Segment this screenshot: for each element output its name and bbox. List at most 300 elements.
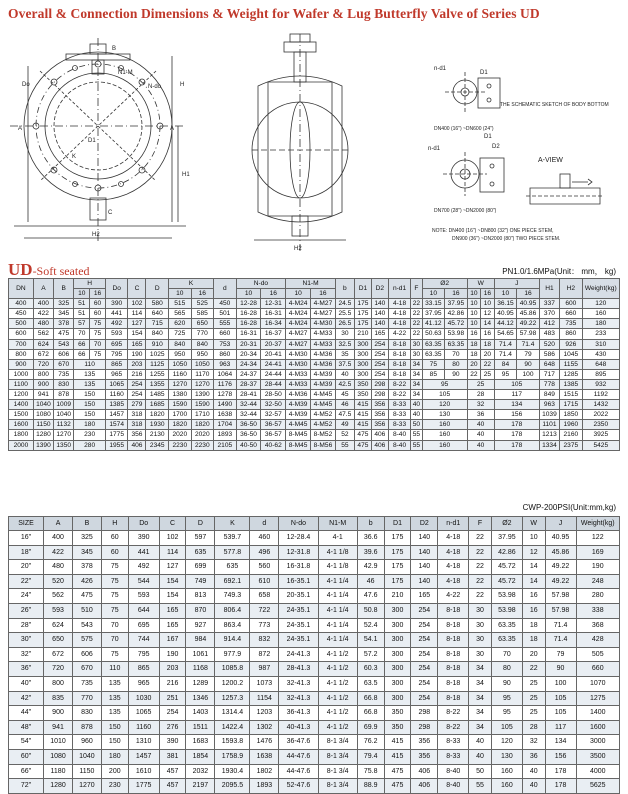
table-cell: 22 — [469, 574, 492, 589]
table-cell: 24-41.3 — [279, 647, 318, 662]
table-cell: 1270 — [191, 379, 214, 389]
table-cell: 40 — [469, 749, 492, 764]
side-label-h2: H2 — [294, 246, 302, 252]
table-cell: 49.22 — [517, 319, 540, 329]
th-d: D — [146, 279, 169, 299]
table-cell: 1820 — [169, 420, 192, 430]
table-cell: 914.4 — [215, 633, 250, 648]
table-row — [9, 359, 620, 369]
table-cell: 22 — [469, 531, 492, 546]
table-cell: 20-37 — [261, 339, 286, 349]
table-cell: 650 — [44, 633, 73, 648]
table-cell: 54.1 — [357, 633, 384, 648]
table-cell: 45.72 — [491, 560, 522, 575]
table-row — [9, 735, 620, 750]
th-cwp-11: b — [357, 517, 384, 531]
table-cell: 1457 — [105, 410, 128, 420]
table-cell: 40-41.3 — [279, 720, 318, 735]
table-cell: 114 — [159, 545, 186, 560]
table-cell: 1700 — [169, 410, 192, 420]
table-cell: 127 — [128, 319, 146, 329]
table-cell: 10 — [467, 299, 481, 309]
table-cell: 40 — [522, 764, 545, 779]
table-cell: 47.6 — [357, 589, 384, 604]
table-cell: 2130 — [146, 430, 169, 440]
page-title: Overall & Connection Dimensions & Weight for Wafer & Lug Butterfly Valve of Series UD — [8, 6, 540, 21]
table-row — [9, 545, 620, 560]
table-cell: 254 — [411, 647, 438, 662]
table-cell: 1050 — [191, 359, 214, 369]
table-cell: 735 — [560, 319, 583, 329]
table-cell: 1893 — [250, 779, 279, 794]
table-cell: 4-M33 — [286, 369, 311, 379]
table-cell: 600 — [560, 299, 583, 309]
th-phi2: Ø2 — [422, 279, 467, 289]
table-row — [9, 410, 620, 420]
table-cell: 400 — [9, 299, 34, 309]
table-cell: 1180 — [44, 764, 73, 779]
table-cell: 356 — [411, 735, 438, 750]
table-row — [9, 369, 620, 379]
table-cell: 254 — [159, 706, 186, 721]
table-cell: 47.5 — [335, 410, 354, 420]
table-cell: 210 — [384, 589, 411, 604]
table-cell: 1350 — [54, 440, 74, 450]
table-cell: 70 — [74, 329, 90, 339]
th-h-16: 16 — [90, 289, 106, 299]
table-cell: 338 — [576, 603, 619, 618]
table-cell: 30 — [335, 329, 354, 339]
table-cell: 1638 — [214, 410, 237, 420]
table-cell: 658 — [250, 589, 279, 604]
table-cell: 620 — [169, 319, 192, 329]
table-cell: 390 — [128, 531, 159, 546]
label-h2: H2 — [92, 232, 100, 238]
table-cell: 1285 — [560, 369, 583, 379]
table-cell: 57.98 — [545, 589, 576, 604]
table-cell: 120 — [422, 400, 467, 410]
label-n1m: N1-M — [118, 70, 133, 76]
table-cell: 2022 — [582, 410, 619, 420]
table-cell: 203 — [159, 662, 186, 677]
table-cell: 154 — [159, 589, 186, 604]
table-cell: 483 — [539, 329, 559, 339]
table-cell: 36-57 — [261, 420, 286, 430]
table-cell: 720 — [33, 359, 53, 369]
table-cell: 1854 — [186, 749, 215, 764]
table-row — [9, 440, 620, 450]
table-cell: 110 — [74, 359, 106, 369]
table-cell: 378 — [72, 560, 101, 575]
table-cell: 422 — [33, 309, 53, 319]
table-cell: 1176 — [214, 379, 237, 389]
table-cell: 117 — [545, 720, 576, 735]
table-cell: 8-18 — [438, 603, 469, 618]
section1-title — [8, 260, 90, 280]
schematic-label: THE SCHEMATIC SKETCH OF BODY BOTTOM — [500, 102, 609, 108]
table-cell: 325 — [72, 531, 101, 546]
th-dn: DN — [9, 279, 34, 299]
table-cell: 71.4 — [494, 339, 517, 349]
table-cell: 717 — [539, 369, 559, 379]
table-cell: 22 — [412, 300, 421, 308]
table-cell: 390 — [159, 735, 186, 750]
table-row — [9, 420, 620, 430]
table-cell: 18 — [522, 618, 545, 633]
note-line-1: NOTE: DN400 (16") ~DN800 (32") ONE PIECE STEM, — [432, 228, 554, 234]
table-cell: 543 — [54, 339, 74, 349]
table-cell: 75 — [90, 349, 106, 359]
table-cell: 24-35.1 — [279, 603, 318, 618]
table-cell: 8-22 — [438, 706, 469, 721]
table-cell: 795 — [105, 349, 128, 359]
table-cell: 415 — [354, 410, 371, 420]
table-cell: 12-28.4 — [279, 531, 318, 546]
table-cell: 25.5 — [335, 309, 354, 319]
table-cell: 90 — [491, 676, 522, 691]
th-k-16: 16 — [191, 289, 214, 299]
table-cell: 300 — [384, 603, 411, 618]
table-cell: 1390 — [191, 390, 214, 400]
table-cell: 501 — [214, 309, 237, 319]
table-cell: 648 — [582, 359, 619, 369]
table-cell: 457 — [159, 779, 186, 794]
table-cell: 24.5 — [335, 299, 354, 309]
table-cell: 37.95 — [491, 531, 522, 546]
table-cell: 1045 — [560, 349, 583, 359]
table-cell: 28" — [9, 618, 44, 633]
table-cell: 8-M56 — [311, 440, 336, 450]
table-cell: 165 — [159, 618, 186, 633]
table-row — [9, 749, 620, 764]
table-cell: 1930 — [146, 420, 169, 430]
table-cell: 4-M52 — [311, 420, 336, 430]
table-cell: 835 — [44, 691, 73, 706]
table-cell: 1289 — [186, 676, 215, 691]
table-cell: 1758.9 — [215, 749, 250, 764]
table-cell: 1775 — [105, 430, 128, 440]
table-cell: 593 — [128, 589, 159, 604]
table-cell: 1685 — [146, 400, 169, 410]
table-cell: 695 — [105, 339, 128, 349]
table-cell: 20-35.1 — [279, 589, 318, 604]
table-cell: 2095.5 — [215, 779, 250, 794]
table-cell: 8-1 3/4 — [318, 749, 357, 764]
table-cell: 248 — [576, 574, 619, 589]
table-cell: 41.12 — [422, 319, 445, 329]
table-cell: 63.35 — [445, 339, 468, 349]
table-row — [9, 779, 620, 794]
table-cell: 16-31 — [261, 309, 286, 319]
th-weight: Weight(kg) — [582, 279, 619, 299]
label-k: K — [72, 154, 77, 160]
table-cell: 412 — [539, 319, 559, 329]
table-cell: 735 — [72, 676, 101, 691]
table-cell: 4-1 1/2 — [318, 676, 357, 691]
table-cell: 36-50 — [236, 420, 261, 430]
table-cell: 525 — [191, 299, 214, 309]
table-cell: 1025 — [146, 349, 169, 359]
table-cell: 4-M39 — [311, 369, 336, 379]
table-cell: 28 — [522, 720, 545, 735]
table-row — [9, 633, 620, 648]
table-cell: 53.98 — [445, 329, 468, 339]
table-cell: 480 — [33, 319, 53, 329]
table-cell: 813 — [186, 589, 215, 604]
table-cell: 4-M24 — [286, 299, 311, 309]
table-cell: 175 — [354, 319, 371, 329]
table-cell: 1278 — [214, 390, 237, 400]
table-cell: 60 — [101, 531, 128, 546]
table-cell: 496 — [250, 545, 279, 560]
table-cell: 254 — [371, 339, 388, 349]
table-cell: 475 — [384, 764, 411, 779]
table-cell: 872 — [250, 647, 279, 662]
table-cell: 356 — [371, 400, 388, 410]
table-cell: 300 — [384, 618, 411, 633]
table-cell: 203 — [128, 359, 146, 369]
table-cell: 14 — [522, 560, 545, 575]
table-cell: 650 — [191, 319, 214, 329]
table-cell: 46 — [357, 574, 384, 589]
table-cell: 565 — [169, 309, 192, 319]
table-cell: 1000 — [9, 369, 34, 379]
table-cell: 254 — [411, 691, 438, 706]
cwp-table-header — [9, 517, 620, 531]
th-k-10: 10 — [169, 289, 192, 299]
th-cwp-13: D2 — [411, 517, 438, 531]
table-cell: 1346 — [186, 691, 215, 706]
table-cell: 52 — [335, 430, 354, 440]
table-cell: 35 — [335, 349, 354, 359]
table-cell: 337 — [539, 299, 559, 309]
table-cell: 40 — [335, 369, 354, 379]
table-cell: 175 — [384, 545, 411, 560]
table-cell: 254 — [128, 390, 146, 400]
th-cwp-0: SIZE — [9, 517, 44, 531]
table-row — [9, 691, 620, 706]
table-cell: 900 — [9, 359, 34, 369]
table-cell: 40 — [467, 430, 494, 440]
table-cell: 2160 — [560, 430, 583, 440]
table-cell: 644 — [128, 603, 159, 618]
table-cell: 8-1 3/4 — [318, 779, 357, 794]
table-cell: 692.1 — [215, 574, 250, 589]
table-cell: 4-18 — [438, 574, 469, 589]
table-cell: 34 — [469, 706, 492, 721]
table-cell: 32 — [467, 400, 494, 410]
th-j-16: 16 — [517, 289, 540, 299]
table-cell: 16-28 — [236, 319, 261, 329]
table-cell: 36.6 — [357, 531, 384, 546]
table-cell: 8-18 — [438, 676, 469, 691]
table-cell: 167 — [159, 633, 186, 648]
table-cell: 22 — [522, 662, 545, 677]
table-cell: 8-18 — [438, 633, 469, 648]
table-cell: 32 — [522, 735, 545, 750]
table-cell: 4-18 — [388, 299, 411, 309]
table-cell: 345 — [54, 309, 74, 319]
table-cell: 175 — [384, 531, 411, 546]
table-cell: 76.2 — [357, 735, 384, 750]
note-line-2: DN900 (36") ~DN2000 (80") TWO PIECE STEM. — [452, 236, 561, 242]
table-cell: 543 — [72, 618, 101, 633]
table-cell: 480 — [44, 560, 73, 575]
table-cell: 279 — [128, 400, 146, 410]
table-cell: 84 — [494, 359, 517, 369]
table-cell: 44.12 — [494, 319, 517, 329]
table-cell: 90 — [517, 359, 540, 369]
table-cell: 863.4 — [215, 618, 250, 633]
table-cell: 860 — [560, 329, 583, 339]
table-cell: 475 — [384, 779, 411, 794]
table-cell: 190 — [576, 560, 619, 575]
label-a-right: A — [170, 126, 175, 132]
table-cell: 725 — [169, 329, 192, 339]
table-cell: 40 — [467, 440, 494, 450]
table-cell: 22 — [412, 330, 421, 338]
table-cell: 927 — [186, 618, 215, 633]
table-cell: 71.4 — [545, 618, 576, 633]
table-cell: 160 — [422, 440, 467, 450]
table-cell: 562 — [44, 589, 73, 604]
table-cell: 50.8 — [357, 603, 384, 618]
table-cell: 1080 — [33, 410, 53, 420]
table-cell: 1500 — [9, 410, 34, 420]
label-ndo: N-do — [148, 84, 162, 90]
table-cell: 428 — [576, 633, 619, 648]
table-cell: 178 — [545, 779, 576, 794]
table-cell: 4-M27 — [286, 329, 311, 339]
table-cell: 180 — [74, 420, 106, 430]
table-cell: 22 — [467, 369, 481, 379]
table-cell: 3500 — [576, 749, 619, 764]
table-cell: 40 — [522, 779, 545, 794]
table-cell: 1168 — [186, 662, 215, 677]
table-row — [9, 299, 620, 309]
table-cell: 254 — [371, 369, 388, 379]
table-cell: 75 — [90, 329, 106, 339]
table-cell: 10 — [467, 309, 481, 319]
table-cell: 4-18 — [438, 531, 469, 546]
table-cell: 1600 — [576, 720, 619, 735]
table-row — [9, 603, 620, 618]
table-cell: 1150 — [33, 420, 53, 430]
table-cell: 165 — [159, 603, 186, 618]
table-cell: 80 — [491, 662, 522, 677]
table-cell: 840 — [146, 329, 169, 339]
table-cell: 2032 — [186, 764, 215, 779]
table-cell: 276 — [159, 720, 186, 735]
table-cell: 180 — [582, 319, 619, 329]
table-cell: 1132 — [54, 420, 74, 430]
table-cell: 45.72 — [445, 319, 468, 329]
table-cell: 175 — [384, 574, 411, 589]
table-cell: 130 — [422, 410, 467, 420]
table-cell: 878 — [72, 720, 101, 735]
table-cell: 1400 — [576, 706, 619, 721]
table-cell: 8-18 — [438, 662, 469, 677]
table-cell: 71.4 — [494, 349, 517, 359]
table-cell: 36" — [9, 662, 44, 677]
table-row — [9, 329, 620, 339]
label-c: C — [108, 210, 113, 216]
table-cell: 34 — [412, 380, 421, 388]
th-c: C — [128, 279, 146, 299]
table-cell: 4-18 — [438, 560, 469, 575]
table-cell: 1593.8 — [215, 735, 250, 750]
table-cell: 16 — [481, 329, 495, 339]
table-cell: 475 — [72, 589, 101, 604]
table-cell: 744 — [128, 633, 159, 648]
table-cell: 127 — [159, 560, 186, 575]
table-cell: 180 — [101, 749, 128, 764]
table-cell: 34 — [469, 676, 492, 691]
th-n1m: N1-M — [286, 279, 336, 289]
table-cell: 28-44 — [261, 379, 286, 389]
table-cell: 28-41 — [236, 390, 261, 400]
table-cell: 977.9 — [215, 647, 250, 662]
table-cell: 900 — [44, 706, 73, 721]
table-cell: 670 — [72, 662, 101, 677]
th-h-10: 10 — [74, 289, 90, 299]
table-cell: 160 — [582, 309, 619, 319]
table-cell: 1040 — [54, 410, 74, 420]
table-row — [9, 309, 620, 319]
table-cell: 753 — [214, 339, 237, 349]
table-cell: 941 — [33, 390, 53, 400]
table-cell: 1100 — [9, 379, 34, 389]
table-cell: 75 — [90, 319, 106, 329]
section1-title-small: -Soft seated — [32, 264, 90, 278]
table-cell: 40.95 — [517, 299, 540, 309]
table-cell: 2020 — [191, 430, 214, 440]
table-cell: 593 — [44, 603, 73, 618]
table-cell: 2105 — [214, 440, 237, 450]
table-cell: 8-M45 — [286, 440, 311, 450]
table-cell: 16 — [522, 589, 545, 604]
table-cell: 415 — [384, 749, 411, 764]
th-cwp-8: d — [250, 517, 279, 531]
th-w-10: 10 — [467, 289, 481, 299]
table-cell: 24" — [9, 589, 44, 604]
th-ndo-16: 16 — [261, 289, 286, 299]
table-cell: 4-M33 — [311, 339, 336, 349]
table-cell: 20 — [481, 349, 495, 359]
table-cell: 1280 — [44, 779, 73, 794]
table-cell: 544 — [128, 574, 159, 589]
table-cell: 122 — [576, 531, 619, 546]
table-cell: 350 — [384, 720, 411, 735]
table-cell: 8-33 — [388, 410, 411, 420]
table-cell: 406 — [411, 764, 438, 779]
table-cell: 8-40 — [388, 440, 411, 450]
table-cell: 12-31.8 — [279, 545, 318, 560]
table-cell: 390 — [105, 299, 128, 309]
table-cell: 800 — [9, 349, 34, 359]
table-cell: 1200 — [9, 390, 34, 400]
table-cell: 37.95 — [422, 309, 445, 319]
table-cell: 160 — [491, 764, 522, 779]
table-cell: 1065 — [128, 706, 159, 721]
soft-seated-table-body — [9, 299, 620, 450]
table-cell: 1390 — [33, 440, 53, 450]
th-h: H — [74, 279, 106, 289]
table-cell: 140 — [371, 319, 388, 329]
table-cell: 25 — [522, 676, 545, 691]
table-cell: 1150 — [72, 764, 101, 779]
table-cell: 1893 — [214, 430, 237, 440]
